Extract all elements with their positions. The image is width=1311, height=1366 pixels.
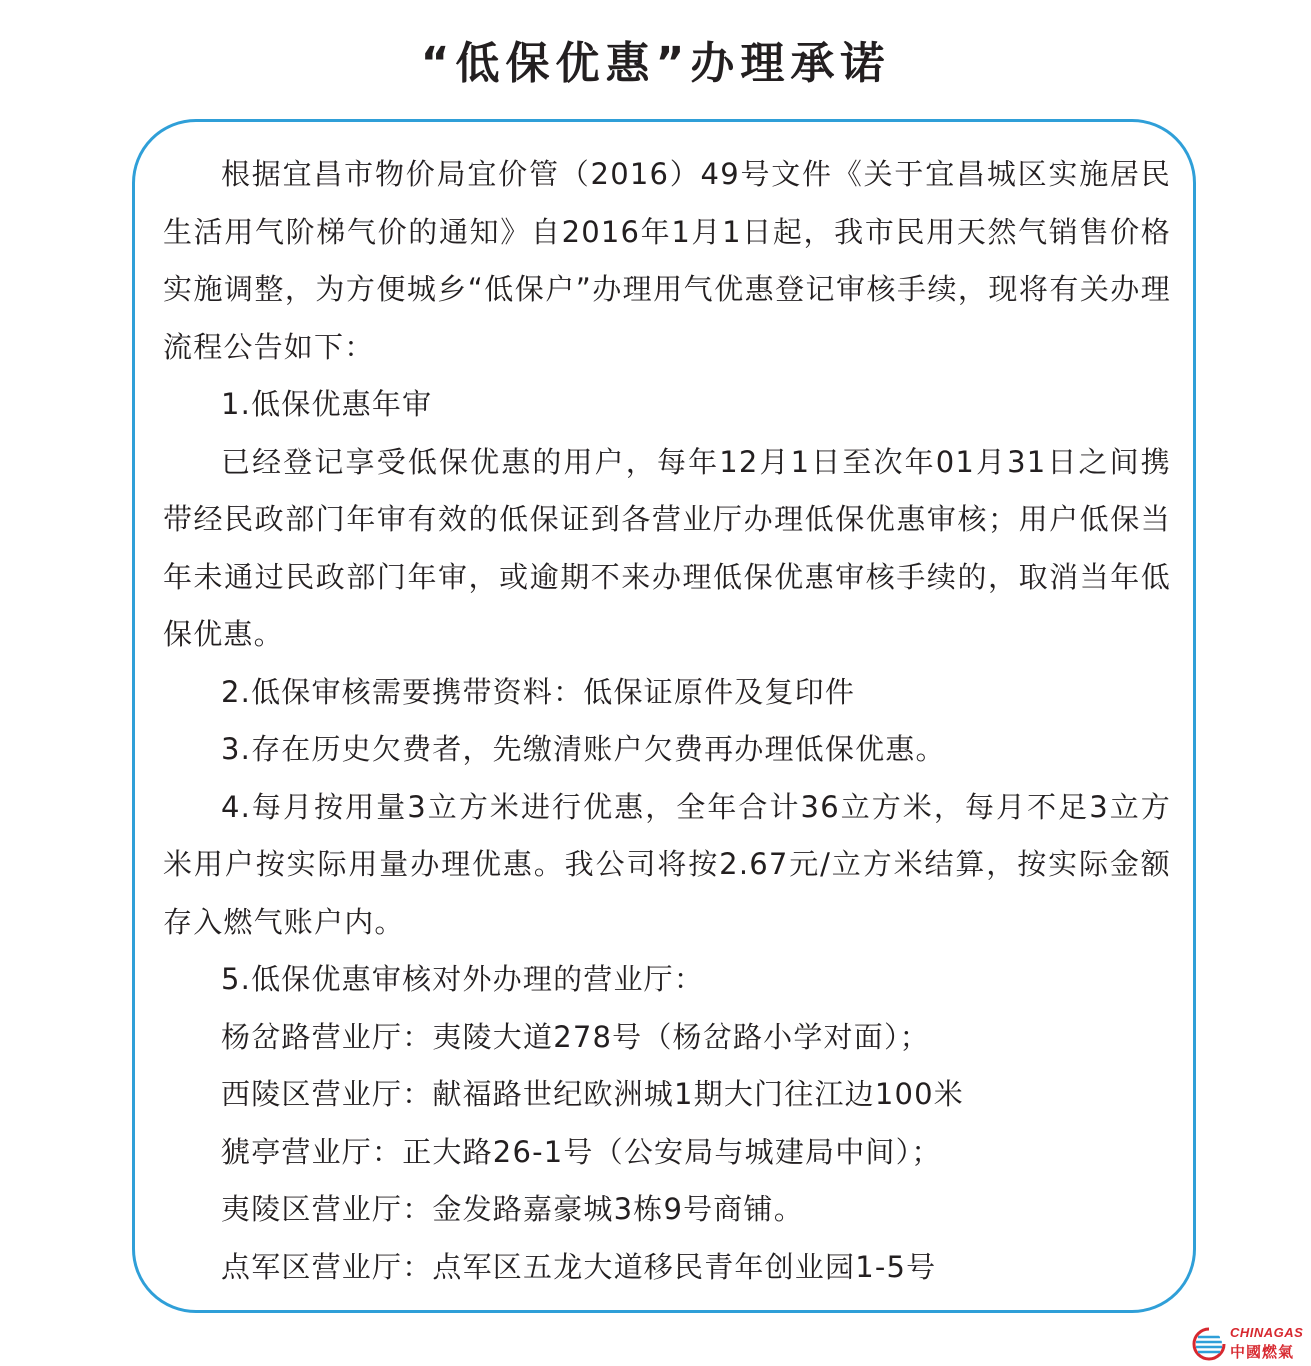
logo-name-cn: 中國燃氣 [1230,1343,1295,1361]
item-3-paragraph: 3.存在历史欠费者，先缴清账户欠费再办理低保优惠。 [221,732,946,766]
chinagas-logo-icon [1192,1327,1226,1361]
item-2-paragraph: 2.低保审核需要携带资料：低保证原件及复印件 [221,674,856,709]
item-1-heading: 1.低保优惠年审 [221,387,433,421]
intro-paragraph: 根据宜昌市物价局宜价管（2016）49号文件《关于宜昌城区实施居民生活用气阶梯气价的通知》自2016年1月1日起，我市民用天然气销售价格实施调整，为方便城乡“低保户”办理用气优惠登记审核手续，现将有关办理流程公告如下： [163,157,1171,364]
office-item: 猇亭营业厅：正大路26-1号（公安局与城建局中间）； [221,1134,942,1169]
office-item: 杨岔路营业厅：夷陵大道278号（杨岔路小学对面）； [221,1019,930,1054]
office-item: 点军区营业厅：点军区五龙大道移民青年创业园1-5号 [221,1249,937,1284]
office-item: 西陵区营业厅：献福路世纪欧洲城1期大门往江边100米 [221,1077,965,1111]
item-5-heading: 5.低保优惠审核对外办理的营业厅： [221,962,705,996]
item-4-paragraph: 4.每月按用量3立方米进行优惠，全年合计36立方米，每月不足3立方米用户按实际用量办理优惠。我公司将按2.67元/立方米结算，按实际金额存入燃气账户内。 [163,789,1171,939]
notice-body [163,146,1171,1296]
office-item: 夷陵区营业厅：金发路嘉豪城3栋9号商铺。 [221,1192,804,1226]
chinagas-logo [1192,1325,1308,1361]
logo-name-en: CHINAGAS [1230,1325,1304,1340]
item-1-paragraph: 已经登记享受低保优惠的用户，每年12月1日至次年01月31日之间携带经民政部门年审有效的低保证到各营业厅办理低保优惠审核；用户低保当年未通过民政部门年审，或逾期不来办理低保优惠审核手续的，取消当年低保优惠。 [163,444,1171,651]
page-title: “低保优惠”办理承诺 [420,38,891,89]
